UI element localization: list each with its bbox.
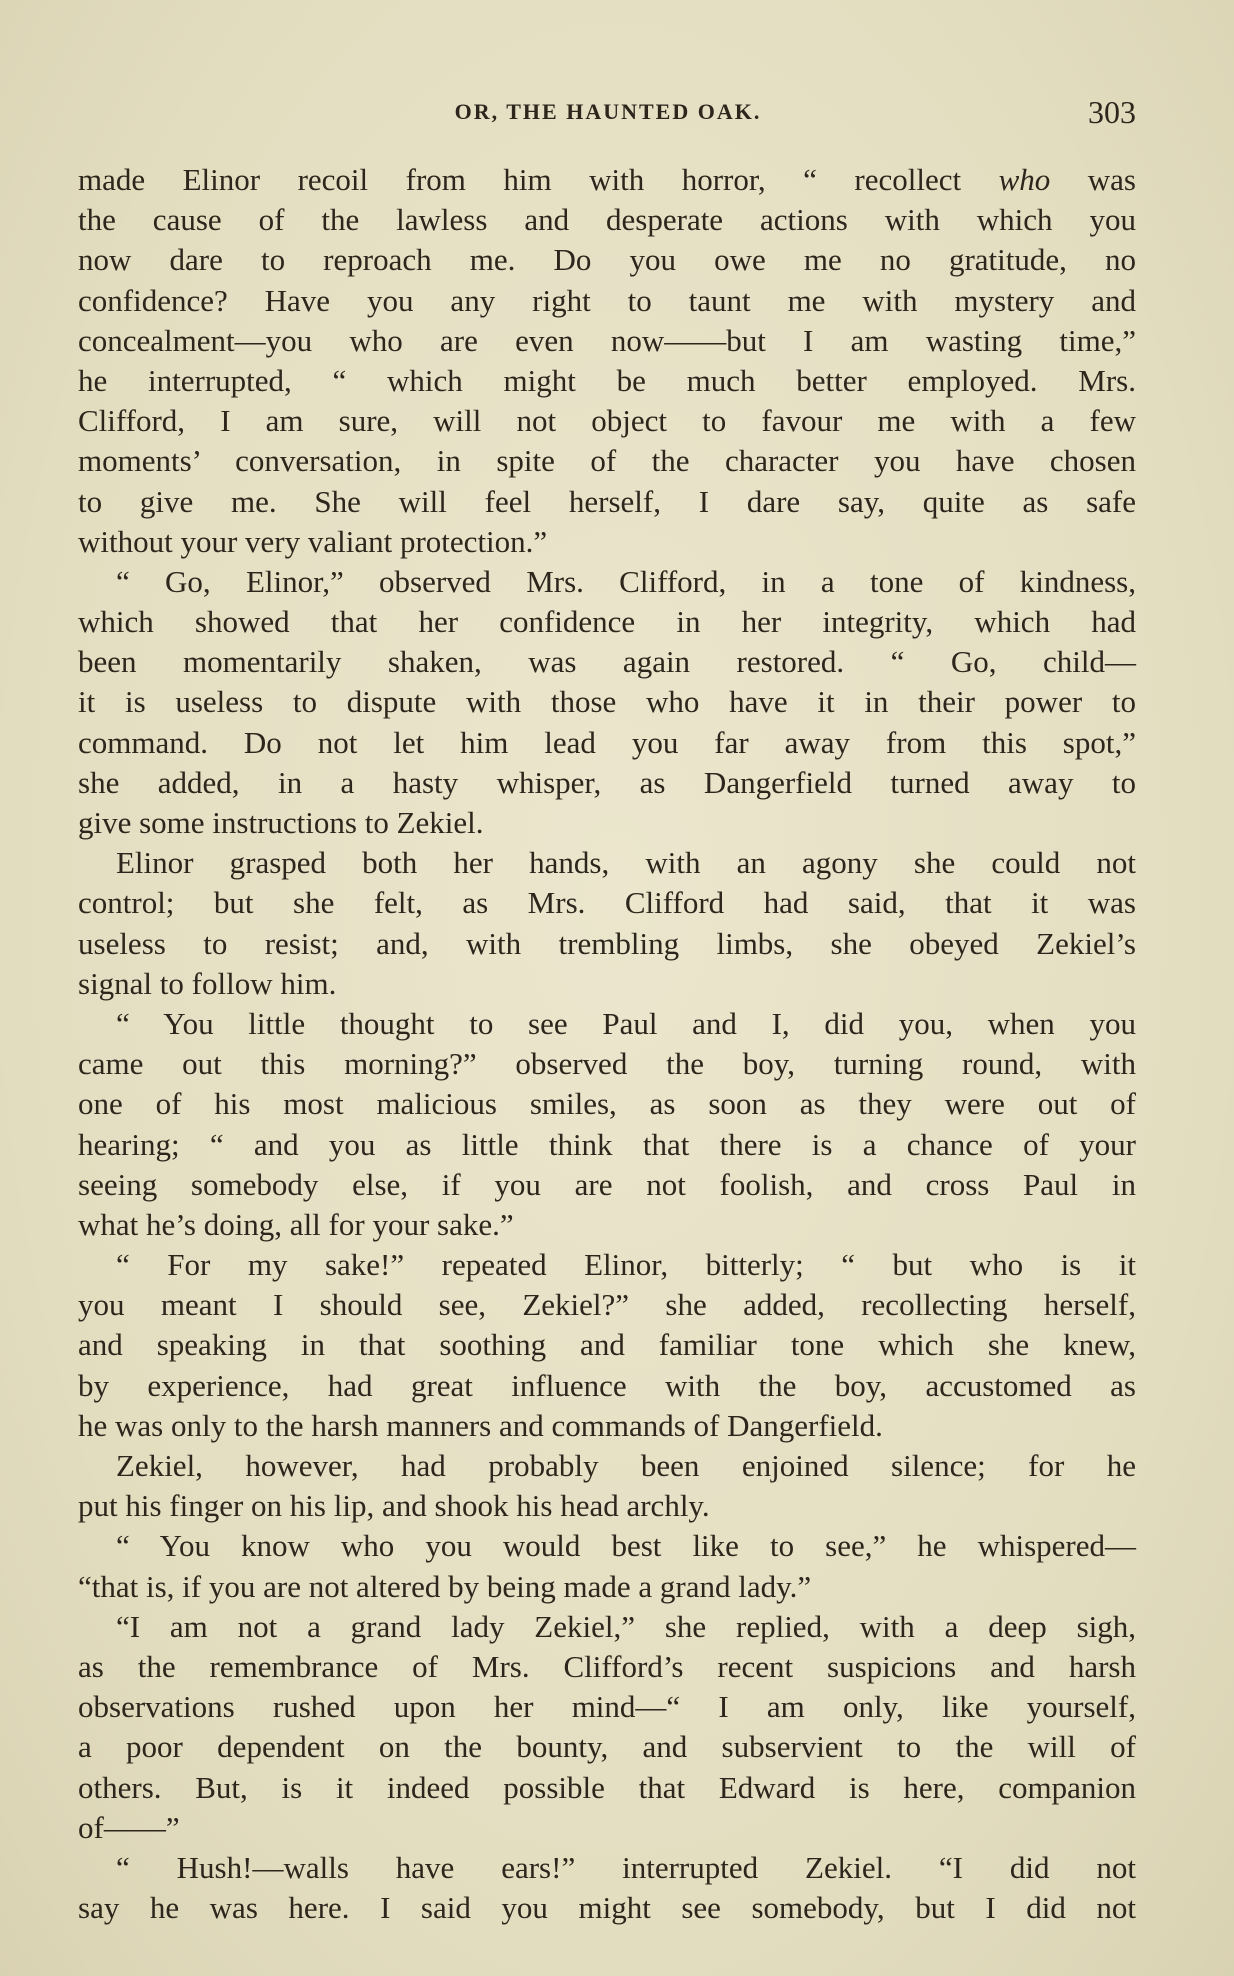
text-line: by experience, had great influence with the boy, accustomed as	[78, 1367, 1136, 1403]
text-line: a poor dependent on the bounty, and subservient to the will of	[78, 1729, 1136, 1765]
text-line: he interrupted, “ which might be much better employed. Mrs.	[78, 362, 1136, 398]
page-number: 303	[1088, 94, 1136, 130]
text-line: “ Go, Elinor,” observed Mrs. Clifford, in a tone of kindness,	[116, 563, 1136, 599]
text-line: she added, in a hasty whisper, as Dangerfield turned away to	[78, 764, 1136, 800]
text-line: Elinor grasped both her hands, with an agony she could not	[116, 845, 1136, 881]
text-line: useless to resist; and, with trembling limbs, she obeyed Zekiel’s	[78, 925, 1136, 961]
text-line: as the remembrance of Mrs. Clifford’s recent suspicions and harsh	[78, 1648, 1136, 1684]
text-line: “that is, if you are not altered by being made a grand lady.”	[78, 1568, 812, 1604]
text-line: to give me. She will feel herself, I dare say, quite as safe	[78, 483, 1136, 519]
text-line: now dare to reproach me. Do you owe me no gratitude, no	[78, 242, 1136, 278]
text-line: “ For my sake!” repeated Elinor, bitterly; “ but who is it	[116, 1247, 1136, 1283]
text-line: seeing somebody else, if you are not foolish, and cross Paul in	[78, 1166, 1136, 1202]
text-line: of——”	[78, 1809, 180, 1845]
emphasis: who	[998, 162, 1051, 197]
text-line: others. But, is it indeed possible that Edward is here, companion	[78, 1769, 1136, 1805]
text-line: say he was here. I said you might see somebody, but I did not	[78, 1890, 1136, 1926]
text-line: confidence? Have you any right to taunt me with mystery and	[78, 282, 1136, 318]
text-line: “ You know who you would best like to see,” he whispered—	[116, 1528, 1136, 1564]
text-line: “ Hush!—walls have ears!” interrupted Zekiel. “I did not	[116, 1849, 1136, 1885]
text-line: which showed that her confidence in her integrity, which had	[78, 604, 1136, 640]
text-line: made Elinor recoil from him with horror, “ recollect who was	[78, 162, 1136, 197]
text-line: been momentarily shaken, was again restored. “ Go, child—	[78, 644, 1136, 680]
text-line: what he’s doing, all for your sake.”	[78, 1206, 514, 1242]
text-line: the cause of the lawless and desperate actions with which you	[78, 202, 1136, 238]
text-line: Clifford, I am sure, will not object to favour me with a few	[78, 403, 1136, 439]
text-line: hearing; “ and you as little think that there is a chance of your	[78, 1126, 1136, 1162]
text-line: and speaking in that soothing and familiar tone which she knew,	[78, 1327, 1136, 1363]
text-line: “ You little thought to see Paul and I, did you, when you	[116, 1005, 1136, 1041]
text-line: control; but she felt, as Mrs. Clifford had said, that it was	[78, 885, 1136, 921]
body-text	[78, 160, 1136, 1928]
text-line: signal to follow him.	[78, 965, 337, 1001]
text-line: without your very valiant protection.”	[78, 523, 548, 559]
text-line: you meant I should see, Zekiel?” she added, recollecting herself,	[78, 1287, 1136, 1323]
text-line: moments’ conversation, in spite of the character you have chosen	[78, 443, 1136, 479]
text-line: command. Do not let him lead you far away from this spot,”	[78, 724, 1136, 760]
running-title: OR, THE HAUNTED OAK.	[454, 99, 762, 124]
text-line: Zekiel, however, had probably been enjoined silence; for he	[116, 1448, 1136, 1483]
text-line: came out this morning?” observed the boy, turning round, with	[78, 1046, 1136, 1082]
text-line: he was only to the harsh manners and commands of Dangerfield.	[78, 1407, 883, 1443]
text-line: it is useless to dispute with those who have it in their power to	[78, 684, 1136, 720]
text-line: “I am not a grand lady Zekiel,” she replied, with a deep sigh,	[116, 1608, 1136, 1644]
text-line: one of his most malicious smiles, as soon as they were out of	[78, 1086, 1136, 1122]
running-head	[80, 92, 1136, 132]
text-line: concealment—you who are even now——but I am wasting time,”	[78, 322, 1136, 358]
text-line: give some instructions to Zekiel.	[78, 805, 484, 840]
text-line: observations rushed upon her mind—“ I am only, like yourself,	[78, 1689, 1136, 1725]
text-line: put his finger on his lip, and shook his head archly.	[78, 1488, 710, 1524]
